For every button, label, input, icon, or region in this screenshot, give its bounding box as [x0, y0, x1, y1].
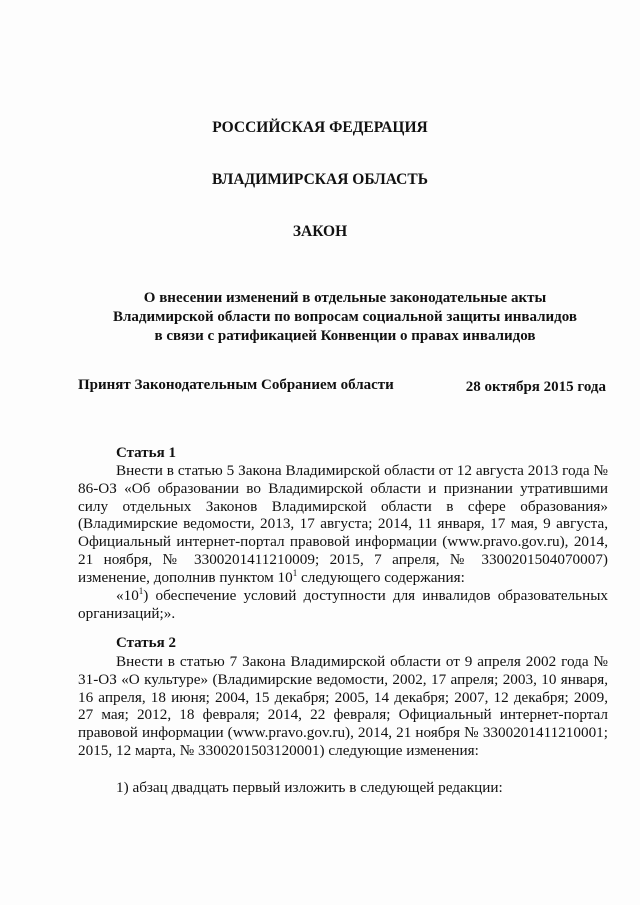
article-1-quote-superscript: 1 [138, 585, 144, 596]
article-2-title: Статья 2 [116, 635, 176, 651]
law-title-line-1: О внесении изменений в отдельные законодательные акты [143, 290, 547, 306]
article-1-quote [78, 587, 608, 623]
doc-type-heading: ЗАКОН [292, 223, 348, 240]
law-title-line-2: Владимирской области по вопросам социальной защиты инвалидов [112, 309, 577, 325]
law-title [80, 289, 610, 346]
article-1-text-main: Внести в статью 5 Закона Владимирской области от 12 августа 2013 года № 86-ОЗ «Об образовании во Владимирской области и признании утратившими силу отдельных Законов Владимирской области в сфере образования» (Владимирские ведомости, 2013, 17 августа; 2014, 11 января, 17 мая, 9 августа, Официальный интернет-портал правовой информации (www.pravo.gov.ru), 2014, 21 ноября, № 3300201411210009; 2015, 7 апреля, № 3300201504070007) изменение, дополнив пунктом 10 [78, 462, 608, 586]
article-1-quote-start: «10 [116, 587, 139, 604]
article-1-title: Статья 1 [116, 445, 176, 461]
article-1-text [78, 462, 608, 587]
article-2-text: Внести в статью 7 Закона Владимирской области от 9 апреля 2002 года № 31-ОЗ «О культуре» (Владимирские ведомости, 2002, 17 апреля; 2003, 10 января, 16 апреля, 18 июня; 2004, 15 декабря; 2005, 14 декабря; 2007, 12 декабря; 2009, 27 мая; 2012, 18 февраля; 2014, 22 февраля; Официальный интернет-портал правовой информации (www.pravo.gov.ru), 2014, 21 ноября № 3300201411210001; 2015, 12 марта, № 3300201503120001) следующие изменения: [78, 653, 608, 759]
article-1-quote-text: ) обеспечение условий доступности для инвалидов образовательных организаций;». [78, 587, 608, 622]
article-2-item-1: 1) абзац двадцать первый изложить в следующей редакции: [116, 779, 503, 796]
adopted-by: Принят Законодательным Собранием области [78, 377, 394, 393]
region-heading: ВЛАДИМИРСКАЯ ОБЛАСТЬ [212, 171, 428, 188]
country-heading: РОССИЙСКАЯ ФЕДЕРАЦИЯ [212, 119, 428, 136]
article-1-text-end: следующего содержания: [297, 568, 465, 586]
adoption-date: 28 октября 2015 года [465, 379, 606, 395]
article-1-superscript: 1 [292, 567, 298, 578]
law-title-line-3: в связи с ратификацией Конвенции о правах инвалидов [154, 328, 536, 344]
